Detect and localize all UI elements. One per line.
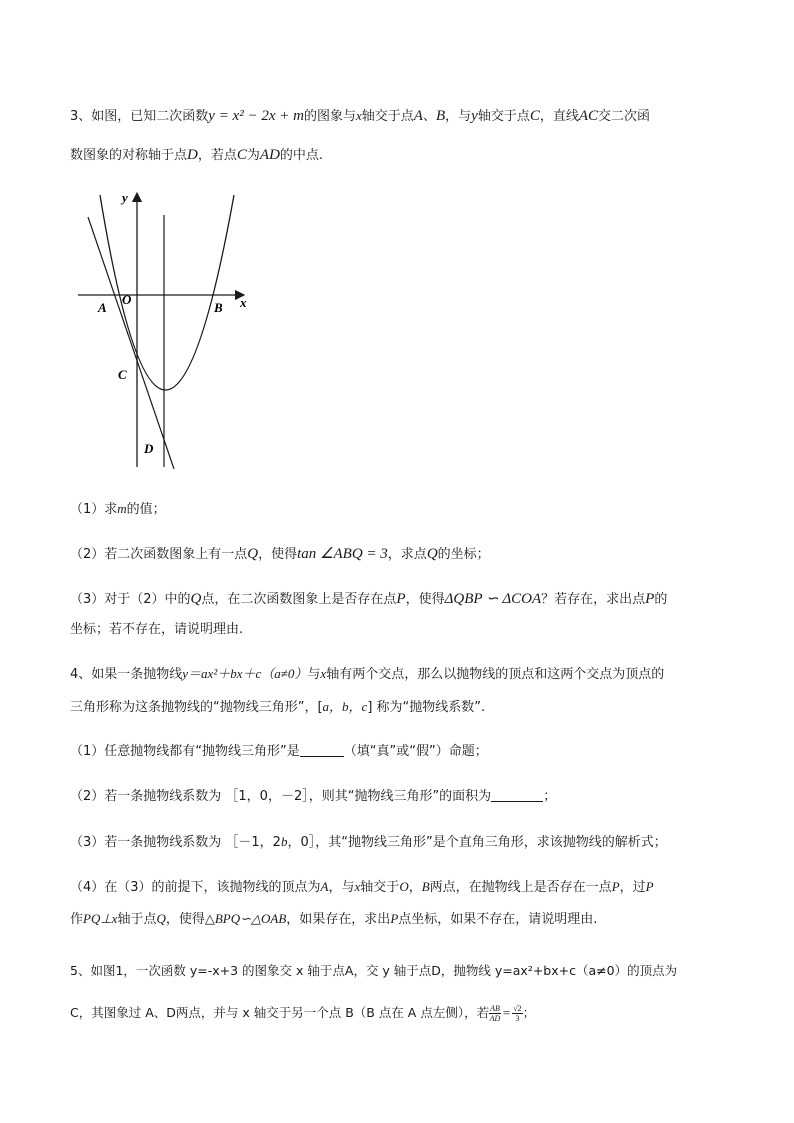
q4-var-x: x [354,879,361,894]
q3-point-c: C [529,108,540,124]
q4-point-b: B [421,879,430,894]
q4-text: 4、如果一条抛物线 [70,667,183,682]
q3-segment-ad: AD [259,147,280,163]
q3-var-y: y [471,108,478,124]
q3-sub3-text: （3）对于（2）中的 [70,592,191,607]
q4-similarity: BPQ∽△OAB [214,911,287,926]
q5-text: ； [522,1005,536,1020]
equals-sign: = [502,1005,511,1020]
q3-text: 的图象与 [303,109,356,124]
label-x: x [240,295,247,310]
q4-sub4-text: 两点，在抛物线上是否存在一点 [429,880,612,895]
q5-line-1 [70,961,677,981]
q4-point-o: O [399,879,409,894]
q3-var-x: x [355,108,362,123]
q4-sub1-text: （1）任意抛物线都有“抛物线三角形”是 [70,744,300,759]
label-b: B [214,300,223,315]
q3-figure [70,185,260,475]
q4-condition: （a≠0） [261,666,308,681]
q3-point-q: Q [247,546,259,562]
q3-sub3-text: 的 [654,592,668,607]
q4-function: y＝ax²＋bx＋c [182,666,262,681]
q3-sub3-text: ，使得 [405,592,445,607]
q4-text: 与 [307,667,321,682]
q3-text: ，若点 [197,148,237,163]
q3-point-q: Q [426,546,438,562]
q3-text: ，与 [445,109,472,124]
q4-sub2-text: ； [543,789,557,804]
q4-sub4-text: （4）在（3）的前提下，该抛物线的顶点为 [70,880,321,895]
q4-point-p: P [645,879,654,894]
q4-sub4-text: 轴交于 [360,880,400,895]
q5-line-2 [70,1003,535,1023]
fraction-ab-over-ad [489,1004,501,1023]
q3-sub3-text: ？若存在，求出点 [541,592,646,607]
q3-point-d: D [187,147,198,163]
q5-text: C，其图象过 A、D两点，并与 x 轴交于另一个点 B（B 点在 A 点左侧），若 [70,1005,490,1020]
q4-line-2 [70,697,485,718]
label-o: O [122,292,132,307]
q3-point-c: C [236,147,247,163]
q3-sub2-text: ，使得 [258,547,298,562]
answer-blank[interactable] [491,787,543,802]
q3-sub-3 [70,589,667,610]
label-a: A [98,300,107,315]
q3-sub1-text: 的值； [126,502,166,517]
answer-blank[interactable] [300,742,344,757]
q3-sub2-text: （2）若二次函数图象上有一点 [70,547,248,562]
q3-var-m: m [117,501,127,516]
q3-sub3-text: 点，在二次函数图象上是否存在点 [201,592,397,607]
fraction-numerator: AB [490,1004,500,1013]
q3-text: 3、如图，已知二次函数 [70,109,209,124]
line-ac [88,217,174,469]
q3-point-b: B [435,108,446,124]
q3-sub3-text: 坐标；若不存在，请说明理由. [70,622,244,637]
parabola-curve [100,195,234,390]
q3-point-q: Q [190,591,202,607]
q4-sub4-text: ，与 [328,880,355,895]
q3-text: 数图象的对称轴于点 [70,148,188,163]
q4-coefficients: a，b，c [322,699,368,714]
q3-text: 轴交于点 [477,109,530,124]
q3-point-p: P [645,591,655,607]
q4-sub-2 [70,787,556,807]
fraction-denominator: 3 [515,1014,520,1023]
q3-sub1-text: （1）求 [70,502,118,517]
q3-text: 为 [246,148,260,163]
label-y: y [122,190,128,205]
fraction-sqrt2-over-3 [512,1004,522,1023]
q3-sub-3-line-2 [70,620,243,640]
q4-point-p: P [390,911,399,926]
q4-sub-4 [70,877,654,898]
q4-text: 轴有两个交点，那么以抛物线的顶点和这两个交点为顶点的 [326,667,665,682]
q4-var-b: b [280,834,288,849]
q3-text: ，直线 [539,109,579,124]
q5-text: 5、如图1，一次函数 y=-x+3 的图象交 x 轴于点A，交 y 轴于点D，抛物线 y=ax²+bx+c（a≠0）的顶点为 [70,963,678,978]
q4-point-q: Q [156,911,166,926]
q3-line-1 [70,106,650,127]
q4-text: ] 称为“抛物线系数”. [367,700,486,715]
q3-text: 轴交于点 [361,109,414,124]
q4-line-1 [70,664,664,685]
q4-perpendicular: PQ⊥x [83,911,118,926]
q4-text: 三角形称为这条抛物线的“抛物线三角形”，[ [70,700,323,715]
q3-similarity: ΔQBP ∽ ΔCOA [444,591,542,607]
fraction-denominator: AD [489,1014,501,1023]
q3-segment-ac: AC [578,108,599,124]
q3-point-a: A [413,108,423,124]
q4-sub2-text: （2）若一条抛物线系数为 ［1，0，－2］，则其“抛物线三角形”的面积为 [70,789,492,804]
label-d: D [144,441,154,456]
q4-sub4-text: 轴于点 [117,912,157,927]
q3-sub2-text: ，求点 [387,547,427,562]
q4-sub4-text: ， [408,880,422,895]
fraction-numerator: √2 [513,1004,522,1013]
q4-sub4-text: 点坐标，如果不存在，请说明理由. [398,912,598,927]
q3-function: y = x² − 2x + m [208,108,304,124]
q4-point-p: P [611,879,620,894]
q4-var-x: x [320,666,327,681]
q3-sub-2 [70,544,490,565]
q4-sub-3 [70,832,667,853]
q3-text: 交二次函 [598,109,651,124]
q3-line-2 [70,145,323,166]
q4-sub3-text: ，0］，其“抛物线三角形”是个直角三角形，求该抛物线的解析式； [287,835,667,850]
q4-sub4-text: 作 [70,912,84,927]
q3-text: 、 [422,109,436,124]
q4-sub-4-line-2 [70,909,597,930]
q4-sub-1 [70,742,488,762]
q3-text: 的中点. [279,148,324,163]
q4-sub4-text: ，使得△ [165,912,215,927]
q3-point-p: P [396,591,406,607]
q3-sub-1 [70,499,166,520]
q4-point-a: A [320,879,329,894]
q4-sub4-text: ，过 [619,880,646,895]
q3-tan-equation: tan ∠ABQ = 3 [297,546,388,562]
q4-sub3-text: （3）若一条抛物线系数为 ［－1，2 [70,835,281,850]
q3-sub2-text: 的坐标； [437,547,490,562]
q4-sub1-text: （填“真”或“假”）命题； [343,744,488,759]
q4-sub4-text: ，如果存在，求出 [286,912,391,927]
label-c: C [118,367,127,382]
